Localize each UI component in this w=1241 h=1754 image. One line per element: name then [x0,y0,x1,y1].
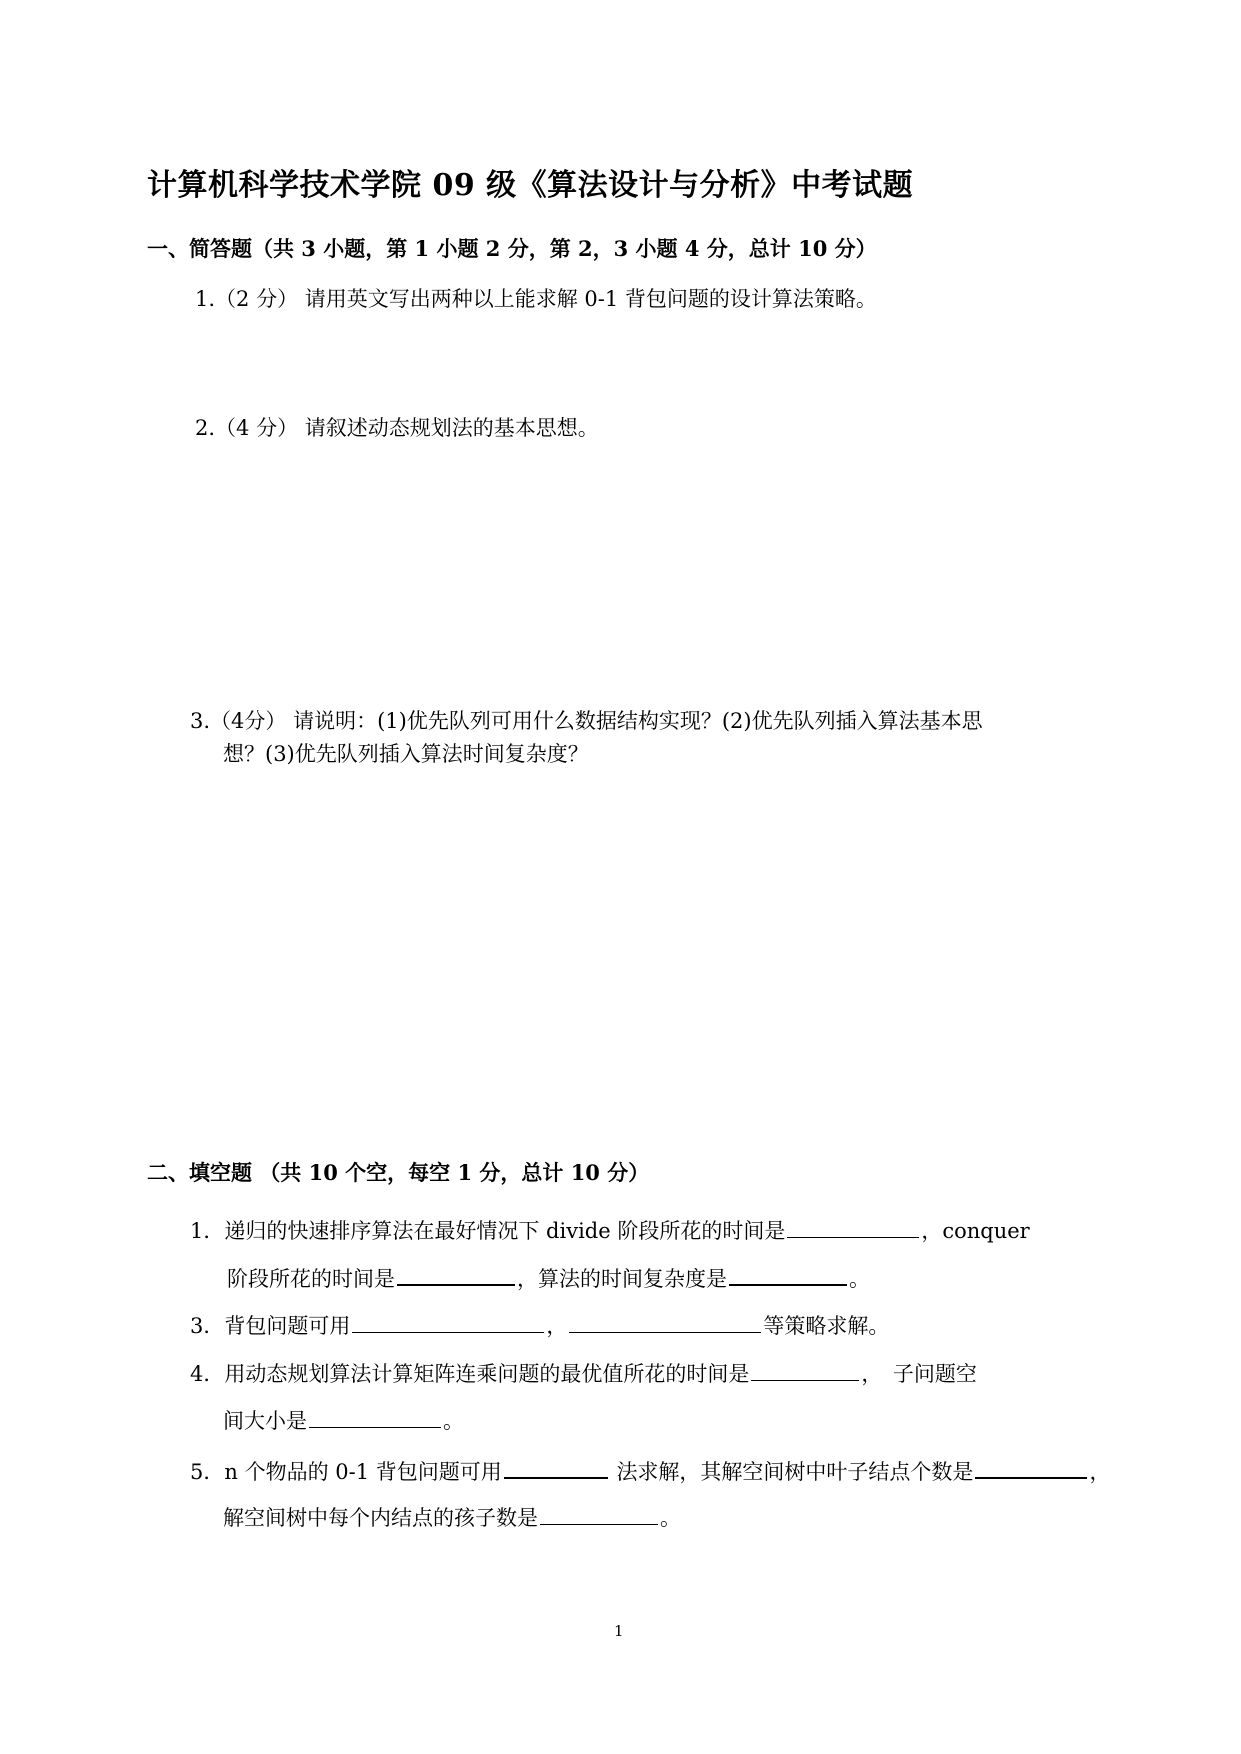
question-text: ， [1089,1460,1111,1484]
question-text: 法求解，其解空间树中叶子结点个数是 [616,1460,974,1484]
question-text: 背包问题可用 [224,1314,351,1338]
exam-title: 计算机科学技术学院 09 级《算法设计与分析》中考试题 [147,168,914,203]
fill-question-1-line-1 [190,1215,1030,1245]
answer-blank[interactable] [569,1310,761,1333]
question-text: 阶段所花的时间是 [227,1267,395,1291]
fill-question-4-line-1 [190,1358,977,1388]
question-text: ，conquer [921,1219,1030,1243]
page-number: 1 [614,1622,624,1640]
fill-question-5-line-2 [223,1502,681,1532]
question-text: 。 [849,1267,870,1291]
question-text: 。 [660,1506,681,1530]
question-text: 递归的快速排序算法在最好情况下 divide 阶段所花的时间是 [224,1219,786,1243]
answer-blank[interactable] [751,1358,859,1381]
question-text: 。 [443,1409,464,1433]
question-text: 用动态规划算法计算矩阵连乘问题的最优值所花的时间是 [224,1362,750,1386]
question-text: 间大小是 [223,1409,307,1433]
question-number: 5． [190,1460,225,1484]
question-text: 解空间树中每个内结点的孩子数是 [223,1506,538,1530]
question-number: 3． [190,1314,225,1338]
answer-blank[interactable] [504,1455,608,1479]
short-answer-question-3-line-2: 想？(3)优先队列插入算法时间复杂度？ [223,742,589,766]
answer-blank[interactable] [540,1502,658,1525]
fill-question-3 [190,1310,889,1340]
question-text: ， 子问题空 [861,1362,977,1386]
question-text: n 个物品的 0-1 背包问题可用 [224,1460,502,1484]
short-answer-question-2: 2.（4 分） 请叙述动态规划法的基本思想。 [195,416,599,440]
question-number: 4． [190,1362,225,1386]
fill-question-4-line-2 [223,1405,464,1435]
question-text: 等策略求解。 [763,1314,890,1338]
question-text: ，算法的时间复杂度是 [517,1267,727,1291]
section-2-heading: 二、填空题 （共 10 个空，每空 1 分，总计 10 分） [147,1160,650,1185]
question-text: ， [546,1314,568,1338]
short-answer-question-3-line-1: 3.（4分） 请说明：(1)优先队列可用什么数据结构实现？(2)优先队列插入算法基本思 [190,709,983,733]
answer-blank[interactable] [729,1262,847,1286]
answer-blank[interactable] [787,1215,919,1238]
fill-question-5-line-1 [190,1455,1110,1486]
answer-blank[interactable] [309,1405,441,1428]
answer-blank[interactable] [397,1262,515,1286]
short-answer-question-1: 1.（2 分） 请用英文写出两种以上能求解 0-1 背包问题的设计算法策略。 [195,287,877,311]
answer-blank[interactable] [975,1455,1087,1479]
section-1-heading: 一、简答题（共 3 小题，第 1 小题 2 分，第 2，3 小题 4 分，总计 10 分） [147,236,877,261]
fill-question-1-line-2 [227,1262,870,1293]
answer-blank[interactable] [352,1310,544,1333]
question-number: 1． [190,1219,225,1243]
